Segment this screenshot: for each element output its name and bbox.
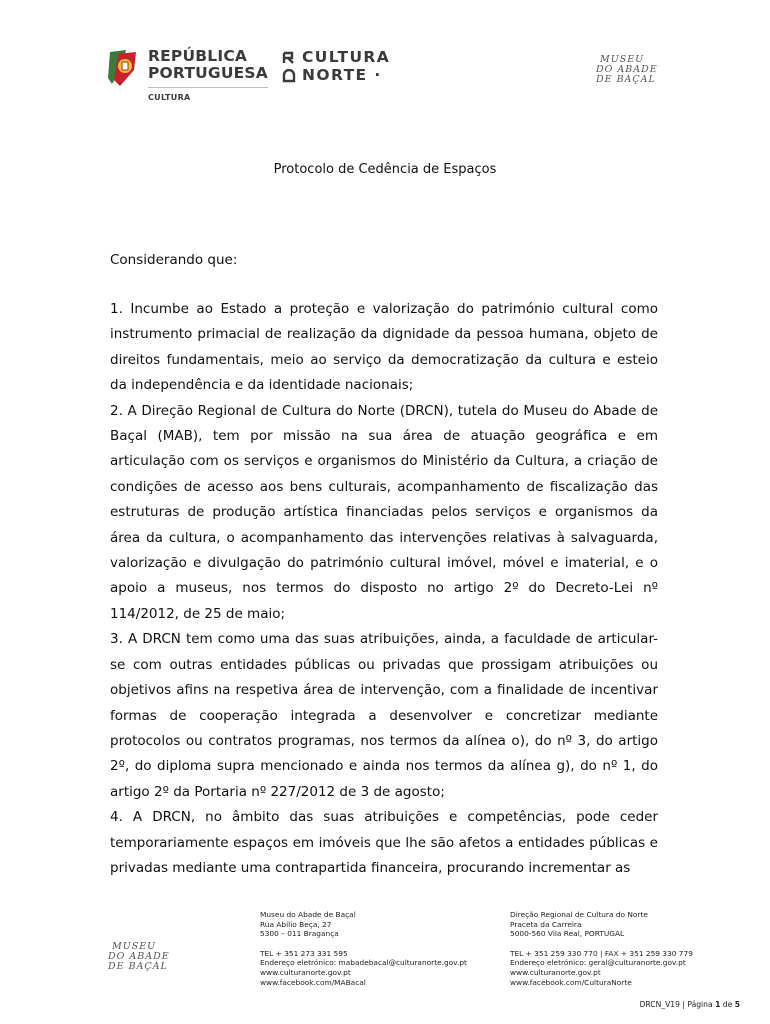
paragraph: 2. A Direção Regional de Cultura do Norte (DRCN), tutela do Museu do Abade de Baçal (MAB), tem por missão na sua área de atuação geográfica e em articulação com os serviços e organismos do Ministério da Cultura, a criação de condições de acesso aos bens culturais, acompanhamento de fiscalização das estruturas de produção artística financiadas pelos serviços e organismos da área da cultura, o acompanhamento das intervenções relativas à salvaguarda, valorização e divulgação do património cultural imóvel, móvel e imaterial, e o apoio a museus, nos termos do disposto no artigo 2º do Decreto-Lei nº 114/2012, de 25 de maio; [110,402,658,622]
document-title: Protocolo de Cedência de Espaços [273,162,497,177]
norte-mark-icon [282,69,296,83]
footer-street: Praceta da Carreira [510,919,582,929]
footer-email: Endereço eletrónico: mabadebacal@culturanorte.gov.pt [260,958,467,968]
cultura-norte-logo [282,48,402,88]
footer-name: Direção Regional de Cultura do Norte [510,910,648,919]
footer-city: 5000-560 Vila Real, PORTUGAL [510,929,625,939]
intro-text: Considerando que: [110,252,238,268]
document-body [110,297,658,881]
coat-of-arms-icon [106,48,140,88]
logo-divider [148,87,268,88]
paragraph: 4. A DRCN, no âmbito das suas atribuições e competências, pode ceder temporariamente espaços em imóveis que lhe são afetos a entidades públicas e privadas mediante uma contrapartida financeira, procurando incrementar as [110,809,658,876]
republica-portuguesa-logo [106,46,266,106]
footer-city: 5300 – 011 Bragança [260,929,339,939]
norte-wordmark: NORTE · [302,66,382,84]
footer-drcn-contacts [510,910,693,987]
footer-street: Rua Abílio Beça, 27 [260,919,332,929]
museu-abade-bacal-logo: MUSEU DO ABADE DE BAÇAL [596,54,658,85]
footer-facebook-link[interactable]: www.facebook.com/MABacal [260,977,366,987]
paragraph: 3. A DRCN tem como uma das suas atribuições, ainda, a faculdade de articular-se com outras entidades públicas ou privadas que prossigam atribuições ou objetivos afins na respetiva área de intervenção, com a finalidade de incentivar formas de cooperação integrada a desenvolver e concretizar mediante protocolos ou contratos programas, nos termos da alínea o), do nº 3, do artigo 2º, do diploma supra mencionado e ainda nos termos da alínea g), do nº 1, do artigo 2º da Portaria nº 227/2012 de 3 de agosto; [110,631,658,800]
footer-museu-contacts [260,910,467,987]
cultura-subtitle: CULTURA [148,93,191,102]
page-number: DRCN_V19 | Página 1 de 5 [639,1000,740,1009]
paragraph: 1. Incumbe ao Estado a proteção e valorização do património cultural como instrumento primacial de realização da dignidade da pessoa humana, objeto de direitos fundamentais, meio ao serviço da democratização da cultura e esteio da independência e da identidade nacionais; [110,301,658,394]
cultura-wordmark: CULTURA [302,48,391,66]
footer-museu-logo: MUSEU DO ABADE DE BAÇAL [108,941,170,972]
footer-tel: TEL + 351 273 331 595 [260,948,348,958]
footer-name: Museu do Abade de Baçal [260,910,356,919]
footer-tel: TEL + 351 259 330 770 | FAX + 351 259 330 779 [510,948,693,958]
footer-website-link[interactable]: www.culturanorte.gov.pt [510,967,601,977]
cultura-mark-icon [282,51,296,65]
footer-website-link[interactable]: www.culturanorte.gov.pt [260,967,351,977]
footer-email: Endereço eletrónico: geral@culturanorte.gov.pt [510,958,686,968]
republica-portuguesa-wordmark: REPÚBLICA PORTUGUESA [148,47,268,82]
footer-facebook-link[interactable]: www.facebook.com/CulturaNorte [510,977,632,987]
